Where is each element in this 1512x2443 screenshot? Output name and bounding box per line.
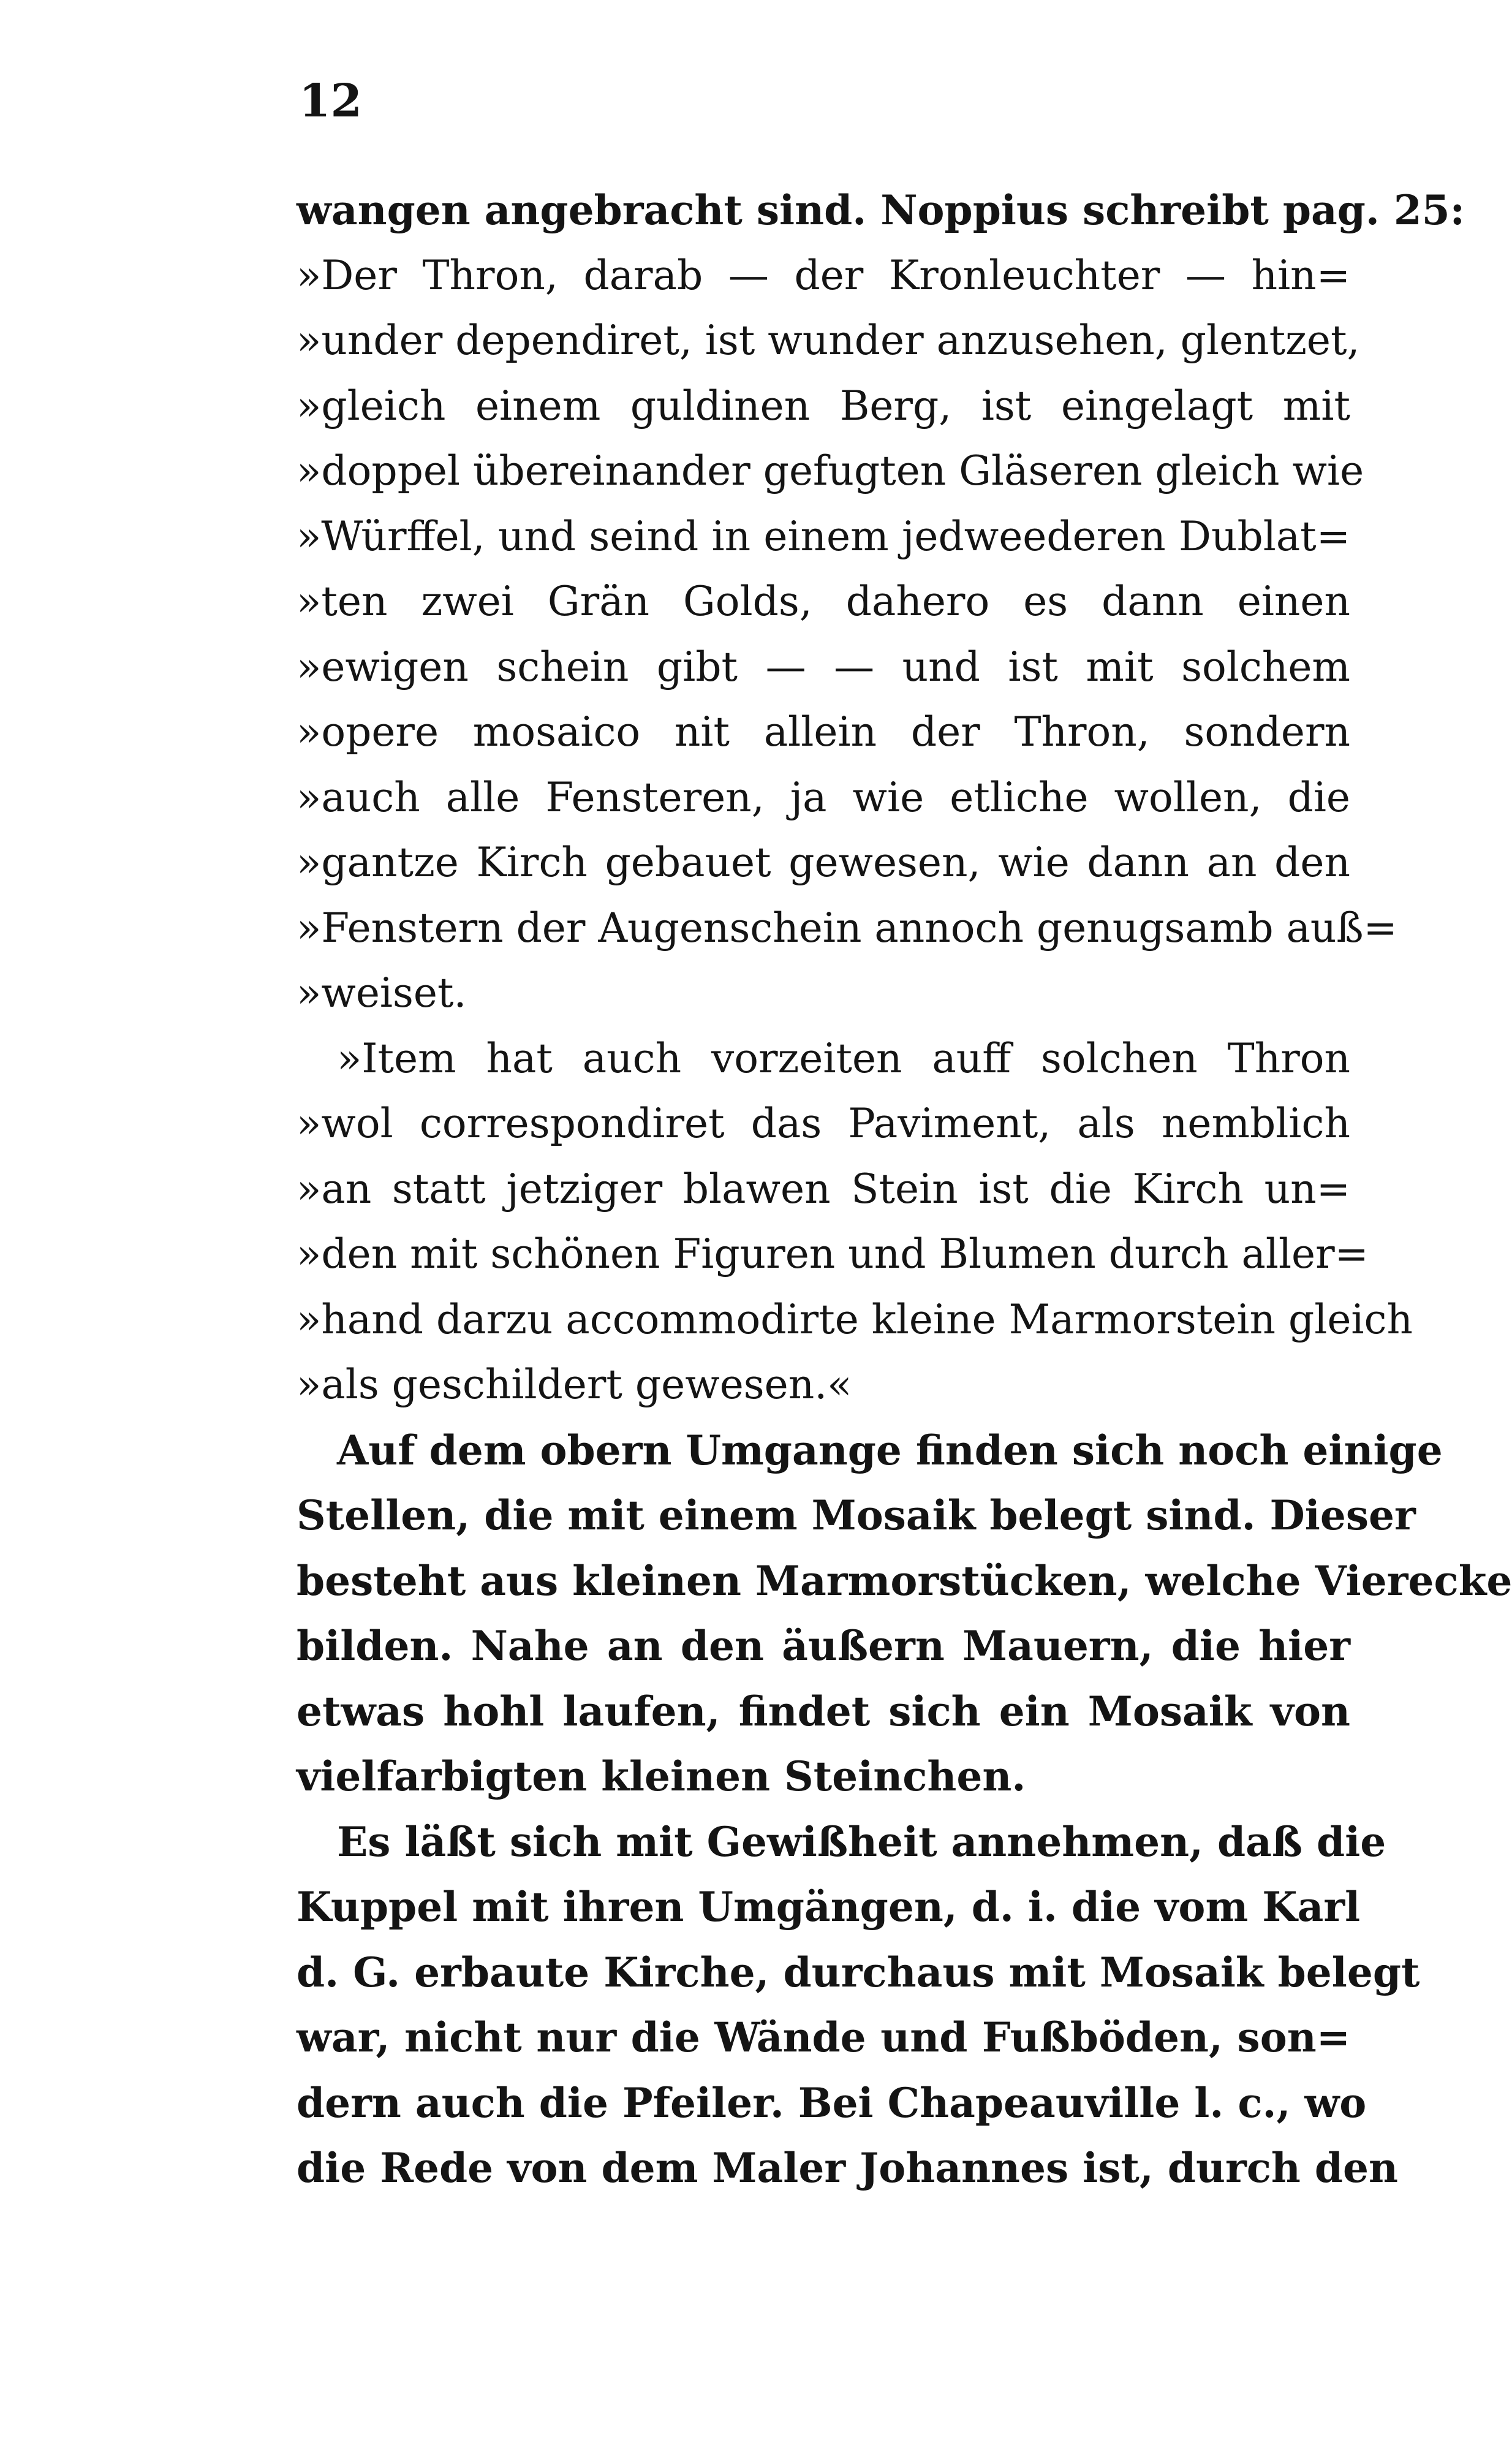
text-line: »ewigen schein gibt — — und ist mit solchem [297,643,1350,691]
text-line: die Rede von dem Maler Johannes ist, durch den [297,2144,1399,2192]
text-line: d. G. erbaute Kirche, durchaus mit Mosaik belegt [297,1948,1420,1996]
text-line: war, nicht nur die Wände und Fußböden, son= [297,2013,1350,2061]
text-line: Stellen, die mit einem Mosaik belegt sind. Dieser [297,1491,1416,1539]
text-line: »weiset. [297,969,467,1017]
text-line: wangen angebracht sind. Noppius schreibt pag. 25: [297,186,1465,234]
text-line: »Der Thron, darab — der Kronleuchter — hin= [297,251,1350,299]
text-line: »gleich einem guldinen Berg, ist eingelagt mit [297,382,1350,430]
text-line: »an statt jetziger blawen Stein ist die Kirch un= [297,1165,1350,1213]
text-line: etwas hohl laufen, findet sich ein Mosaik von [297,1687,1350,1735]
text-line: Kuppel mit ihren Umgängen, d. i. die vom Karl [297,1883,1361,1931]
text-line: vielfarbigten kleinen Steinchen. [297,1752,1026,1800]
text-line: »hand darzu accommodirte kleine Marmorstein gleich [297,1295,1413,1343]
body-text [297,178,1512,2201]
text-line: bilden. Nahe an den äußern Mauern, die hier [297,1622,1350,1670]
text-line: besteht aus kleinen Marmorstücken, welche Vierecke [297,1556,1512,1605]
text-line: »ten zwei Grän Golds, dahero es dann einen [297,578,1350,625]
text-line: »opere mosaico nit allein der Thron, sondern [297,708,1350,756]
text-line: »wol correspondiret das Paviment, als nemblich [297,1100,1350,1147]
text-line: Auf dem obern Umgange finden sich noch einige [337,1426,1443,1474]
text-line: »auch alle Fensteren, ja wie etliche wollen, die [297,773,1350,821]
text-line: dern auch die Pfeiler. Bei Chapeauville l. c., wo [297,2078,1367,2127]
page-number: 12 [299,75,362,127]
text-line: »als geschildert gewesen.« [297,1361,852,1408]
text-line: »doppel übereinander gefugten Gläseren gleich wie [297,447,1364,494]
text-line: Es läßt sich mit Gewißheit annehmen, daß die [337,1817,1386,1866]
text-line: »under dependiret, ist wunder anzusehen, glentzet, [297,317,1360,364]
text-line: »Würffel, und seind in einem jedweederen Dublat= [297,512,1350,560]
text-line: »gantze Kirch gebauet gewesen, wie dann an den [297,839,1350,886]
text-line: »den mit schönen Figuren und Blumen durch aller= [297,1230,1369,1278]
text-line: »Fenstern der Augenschein annoch genugsamb auß= [297,904,1397,952]
text-line: »Item hat auch vorzeiten auff solchen Thron [337,1034,1350,1082]
